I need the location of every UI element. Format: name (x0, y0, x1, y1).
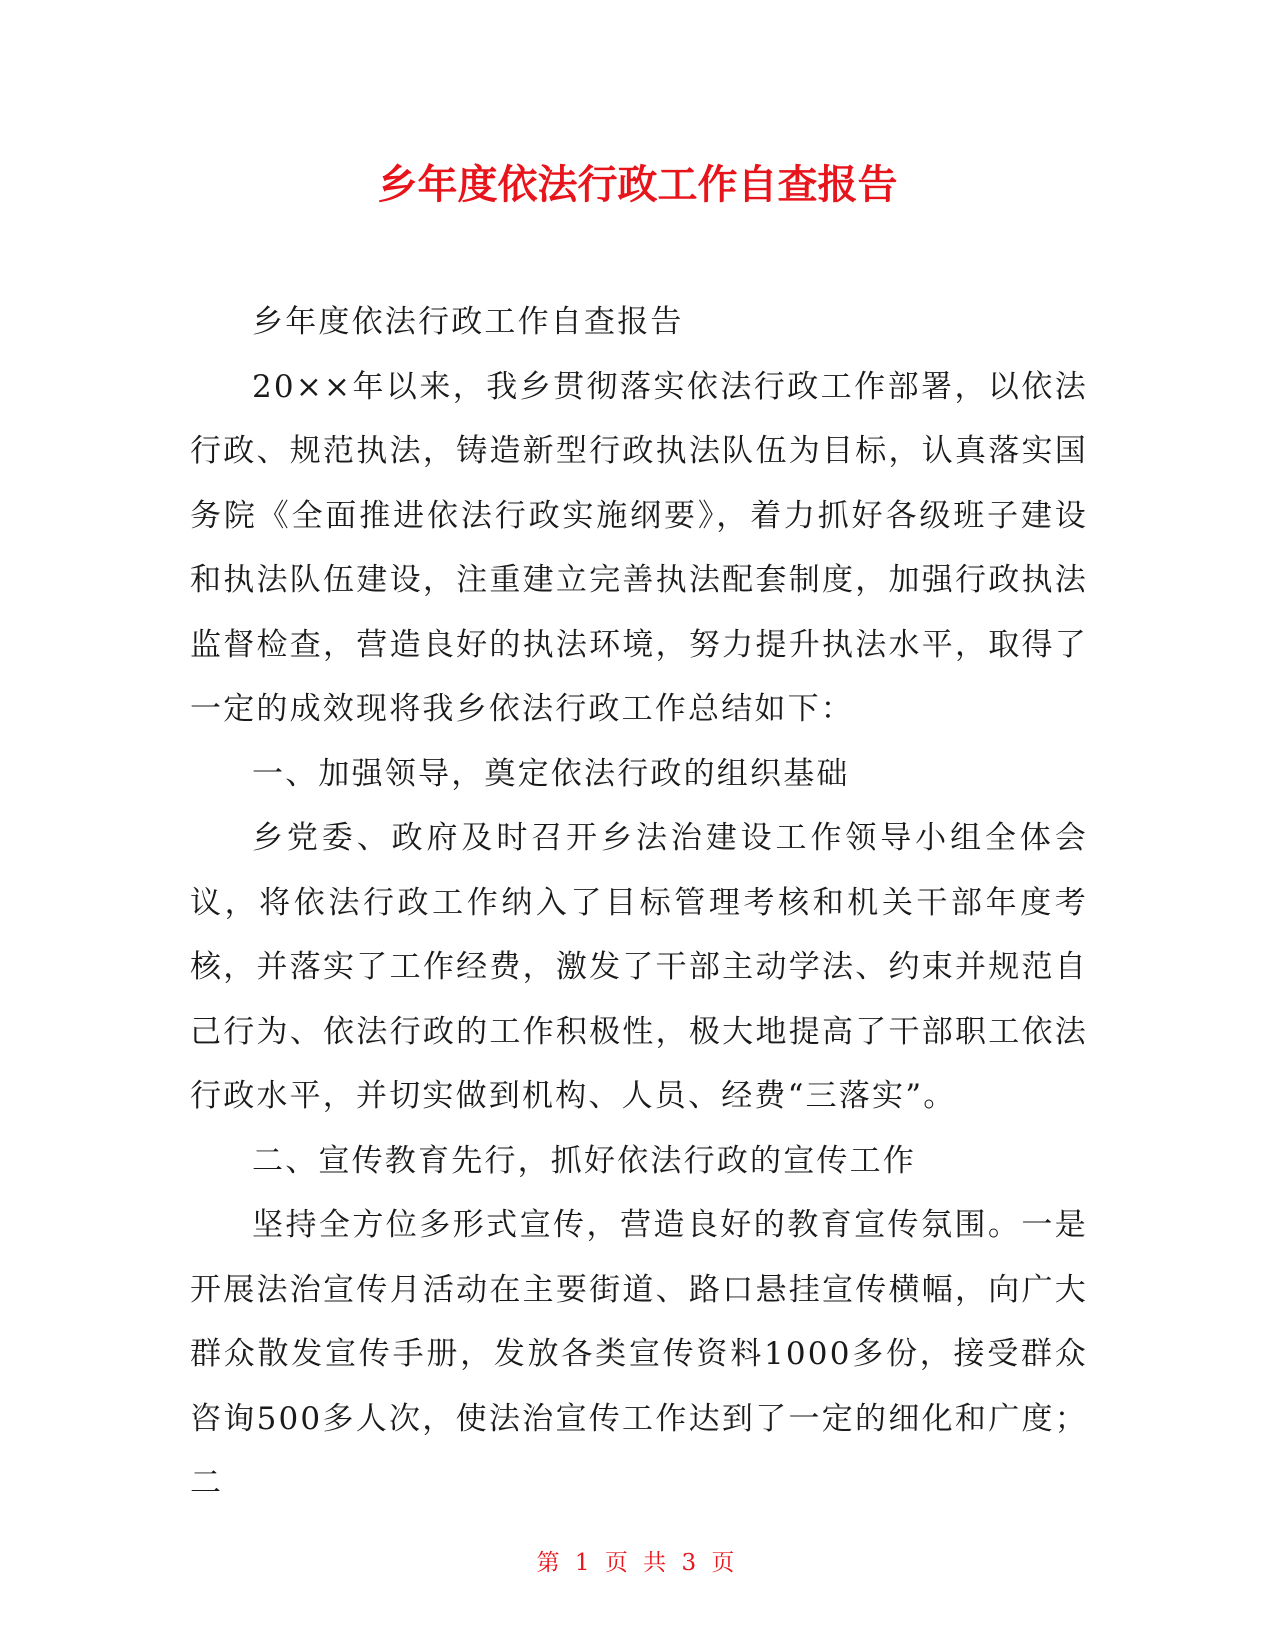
footer-prefix: 第 (536, 1550, 564, 1576)
paragraph-subtitle: 乡年度依法行政工作自查报告 (252, 304, 684, 340)
footer-suffix: 页 (711, 1550, 739, 1576)
footer-current-page: 1 (574, 1550, 594, 1576)
paragraph-section-1: 乡党委、政府及时召开乡法治建设工作领导小组全体会议，将依法行政工作纳入了目标管理考核和机关干部年度考核，并落实了工作经费，激发了干部主动学法、约束并规范自己行为、依法行政的工作积极性，极大地提高了干部职工依法行政水平，并切实做到机构、人员、经费“三落实”。 (190, 820, 1088, 1114)
footer-mid: 页 共 (604, 1550, 671, 1576)
section-heading-2: 二、宣传教育先行，抓好依法行政的宣传工作 (252, 1142, 916, 1179)
paragraph-intro: 20××年以来，我乡贯彻落实依法行政工作部署，以依法行政、规范执法，铸造新型行政执法队伍为目标，认真落实国务院《全面推进依法行政实施纲要》，着力抓好各级班子建设和执法队伍建设，注重建立完善执法配套制度，加强行政执法监督检查，营造良好的执法环境，努力提升执法水平，取得了一定的成效现将我乡依法行政工作总结如下： (190, 368, 1088, 727)
footer-total-pages: 3 (681, 1550, 701, 1576)
paragraph-section-2: 坚持全方位多形式宣传，营造良好的教育宣传氛围。一是开展法治宣传月活动在主要街道、路口悬挂宣传横幅，向广大群众散发宣传手册，发放各类宣传资料1000多份，接受群众咨询500多人次，使法治宣传工作达到了一定的细化和广度；二 (190, 1207, 1088, 1501)
document-title: 乡年度依法行政工作自查报告 (377, 162, 898, 208)
section-heading-1: 一、加强领导，奠定依法行政的组织基础 (252, 755, 850, 792)
page-footer (0, 1548, 1275, 1578)
document-body (190, 290, 1088, 1516)
